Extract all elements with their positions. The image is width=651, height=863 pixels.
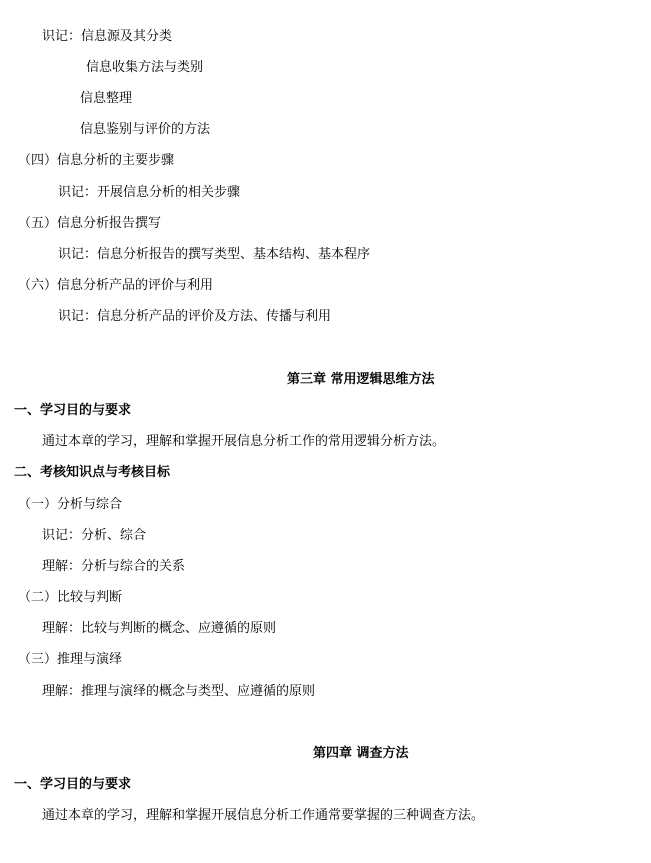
understand-analysis-synthesis: 理解：分析与综合的关系: [42, 559, 186, 574]
ch3-section-1-heading: （一）分析与综合: [18, 497, 123, 512]
chapter-3-title: 第三章 常用逻辑思维方法: [287, 372, 435, 387]
section-5-heading: （五）信息分析报告撰写: [18, 216, 162, 231]
info-evaluation-methods: 信息鉴别与评价的方法: [80, 122, 211, 137]
memorize-product-evaluation: 识记：信息分析产品的评价及方法、传播与利用: [58, 309, 332, 324]
ch4-objectives-text: 通过本章的学习，理解和掌握开展信息分析工作通常要掌握的三种调查方法。: [42, 808, 485, 823]
chapter-4-title: 第四章 调查方法: [313, 746, 409, 761]
ch3-objectives-text: 通过本章的学习，理解和掌握开展信息分析工作的常用逻辑分析方法。: [42, 434, 446, 449]
ch4-objectives-heading: 一、学习目的与要求: [14, 777, 132, 792]
understand-reasoning-deduction: 理解：推理与演绎的概念与类型、应遵循的原则: [42, 684, 316, 699]
ch3-assessment-heading: 二、考核知识点与考核目标: [14, 465, 171, 480]
understand-comparison-judgment: 理解：比较与判断的概念、应遵循的原则: [42, 621, 277, 636]
ch3-section-2-heading: （二）比较与判断: [18, 590, 123, 605]
memorize-info-sources: 识记：信息源及其分类: [42, 29, 173, 44]
ch3-section-3-heading: （三）推理与演绎: [18, 652, 123, 667]
ch3-objectives-heading: 一、学习目的与要求: [14, 403, 132, 418]
info-collection-methods: 信息收集方法与类别: [86, 60, 204, 75]
info-organization: 信息整理: [80, 91, 133, 106]
memorize-report-writing: 识记：信息分析报告的撰写类型、基本结构、基本程序: [58, 247, 371, 262]
section-6-heading: （六）信息分析产品的评价与利用: [18, 278, 214, 293]
memorize-analysis-synthesis: 识记：分析、综合: [42, 528, 147, 543]
section-4-heading: （四）信息分析的主要步骤: [18, 153, 175, 168]
memorize-analysis-steps: 识记：开展信息分析的相关步骤: [58, 185, 241, 200]
